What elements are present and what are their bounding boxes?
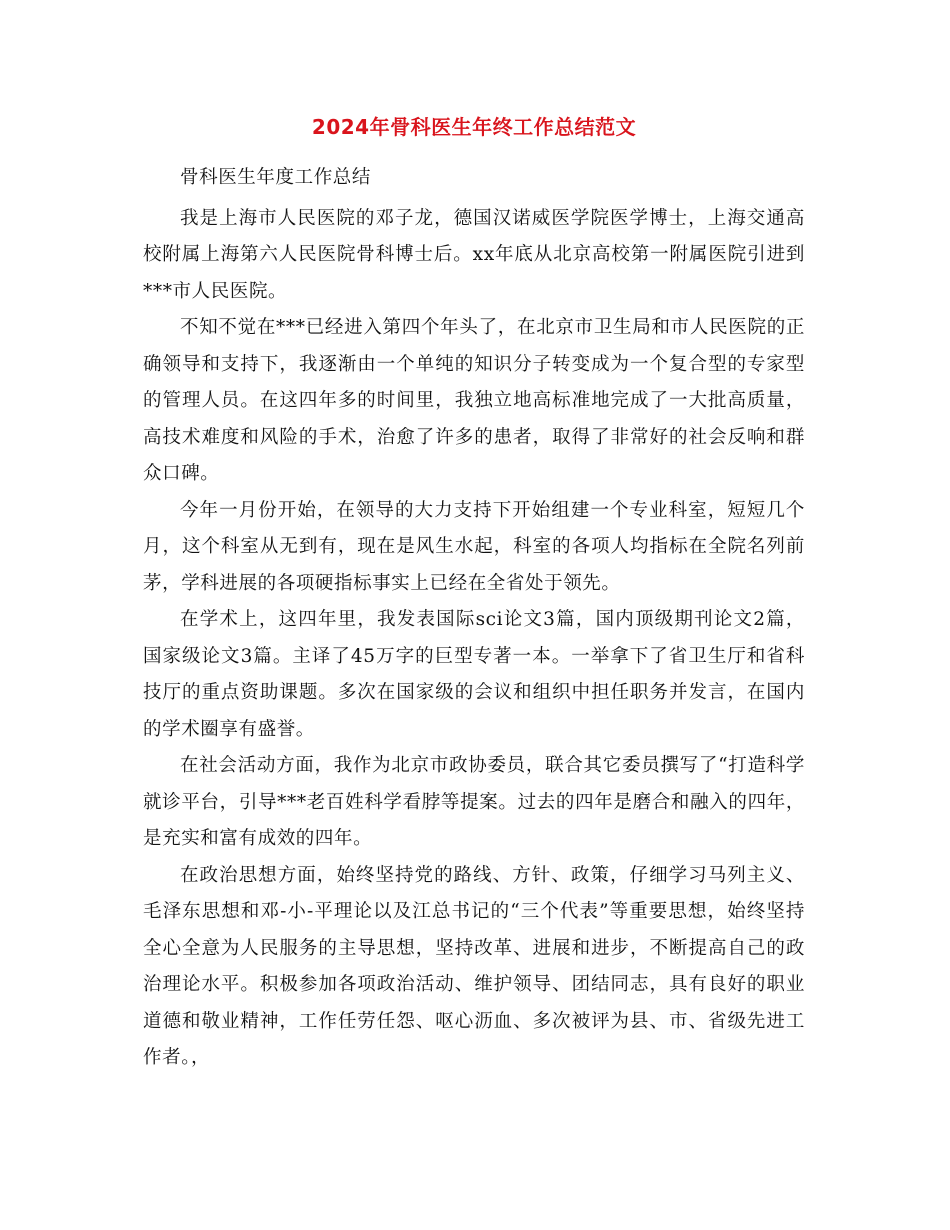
paragraph-intro: 我是上海市人民医院的邓子龙，德国汉诺威医学院医学博士，上海交通高校附属上海第六人民医院骨科博士后。xx年底从北京高校第一附属医院引进到***市人民医院。 — [143, 207, 805, 302]
paragraph-social-activities: 在社会活动方面，我作为北京市政协委员，联合其它委员撰写了“打造科学就诊平台，引导***老百姓科学看脖等提案。过去的四年是磨合和融入的四年，是充实和富有成效的四年。 — [143, 755, 805, 849]
paragraph-political-thought: 在政治思想方面，始终坚持党的路线、方针、政策，仔细学习马列主义、毛泽东思想和邓-小-平理论以及江总书记的“三个代表”等重要思想，始终坚持全心全意为人民服务的主导思想，坚持改革、进展和进步，不断提高自己的政治理论水平。积极参加各项政治活动、维护领导、团结同志，具有良好的职业道德和敬业精神，工作任劳任怨、呕心沥血、多次被评为县、市、省级先进工作者。， — [143, 864, 805, 1068]
document-title: 2024年骨科医生年终工作总结范文 — [311, 115, 637, 139]
document-subheading: 骨科医生年度工作总结 — [180, 167, 372, 188]
paragraph-four-years: 不知不觉在***已经进入第四个年头了，在北京市卫生局和市人民医院的正确领导和支持下，我逐渐由一个单纯的知识分子转变成为一个复合型的专家型的管理人员。在这四年多的时间里，我独立地高标准地完成了一大批高质量，高技术难度和风险的手术，治愈了许多的患者，取得了非常好的社会反响和群众口碑。 — [143, 317, 805, 484]
paragraph-department: 今年一月份开始，在领导的大力支持下开始组建一个专业科室，短短几个月，这个科室从无到有，现在是风生水起，科室的各项人均指标在全院名列前茅，学科进展的各项硬指标事实上已经在全省处于领先。 — [143, 499, 805, 594]
paragraph-academic: 在学术上，这四年里，我发表国际sci论文3篇，国内顶级期刊论文2篇，国家级论文3篇。主译了45万字的巨型专著一本。一举拿下了省卫生厅和省科技厅的重点资助课题。多次在国家级的会议和组织中担任职务并发言，在国内的学术圈享有盛誉。 — [143, 609, 805, 740]
